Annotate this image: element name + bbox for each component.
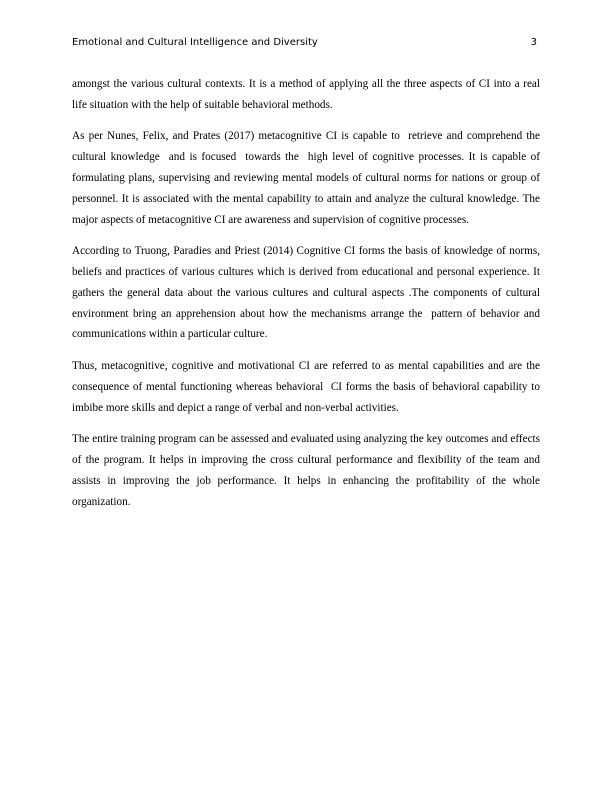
paragraph-training-program: The entire training program can be assessed and evaluated using analyzing the key outcomes and effects of the program. It helps in improving the cross cultural performance and flexibility of the team and assists in improving the job performance. It helps in enhancing the profitability of the whole organization.	[72, 433, 543, 508]
document-body	[72, 74, 549, 523]
page-header	[72, 36, 540, 50]
paragraph-mental-capabilities: Thus, metacognitive, cognitive and motivational CI are referred to as mental capabilities and are the consequence of mental functioning whereas behavioral CI forms the basis of behavioral capability to imbibe more skills and depict a range of verbal and non-verbal activities.	[72, 359, 543, 414]
running-head-title: Emotional and Cultural Intelligence and Diversity	[72, 37, 318, 48]
paragraph-cognitive-ci: According to Truong, Paradies and Priest (2014) Cognitive CI forms the basis of knowledge of norms, beliefs and practices of various cultures which is derived from educational and personal experience. It gathers the general data about the various cultures and cultural aspects .The components of cultural environment bring an apprehension about how the mechanisms arrange the pattern of behavior and communications within a particular culture.	[72, 245, 543, 341]
paragraph-metacognitive-ci: As per Nunes, Felix, and Prates (2017) metacognitive CI is capable to retrieve and comprehend the cultural knowledge and is focused towards the high level of cognitive processes. It is capable of formulating plans, supervising and reviewing mental models of cultural norms for nations or group of personnel. It is associated with the mental capability to attain and analyze the cultural knowledge. The major aspects of metacognitive CI are awareness and supervision of cognitive processes.	[72, 130, 549, 226]
page-number: 3	[530, 37, 537, 48]
paragraph-cultural-contexts: amongst the various cultural contexts. It is a method of applying all the three aspects of CI into a real life situation with the help of suitable behavioral methods.	[72, 78, 543, 111]
